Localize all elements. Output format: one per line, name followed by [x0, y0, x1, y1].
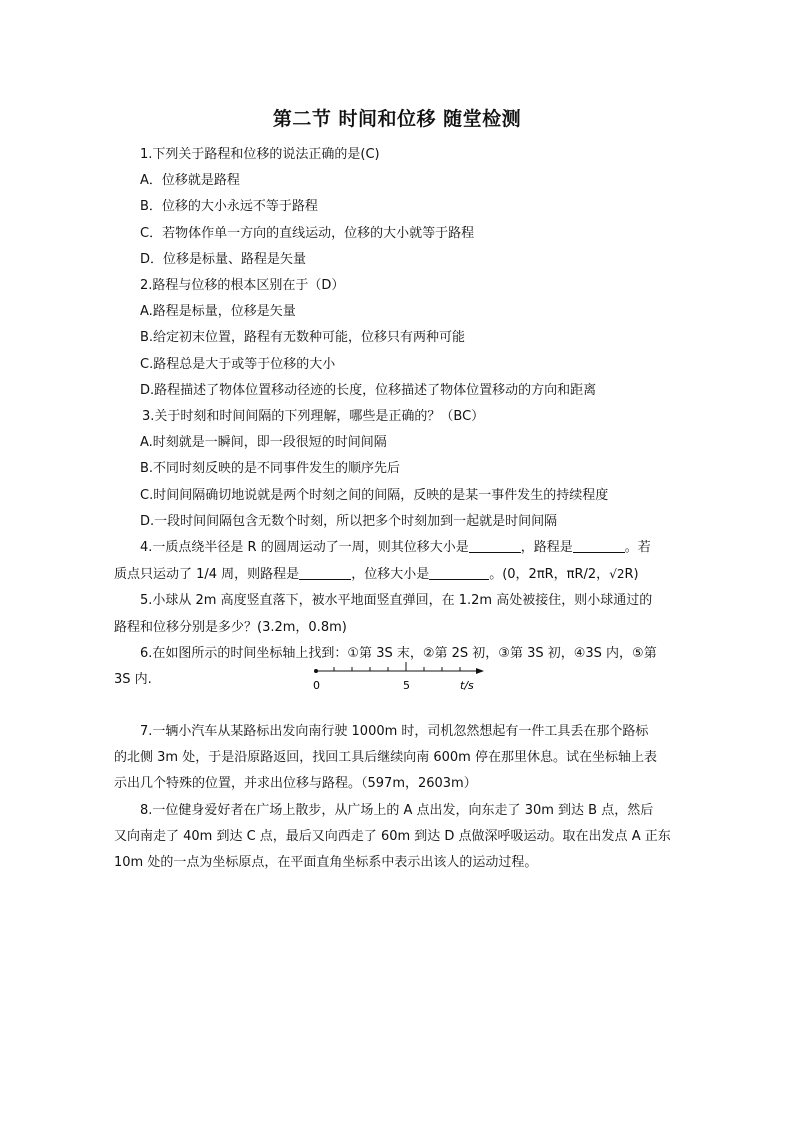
question-8-line-1: 8.一位健身爱好者在广场上散步，从广场上的 A 点出发，向东走了 30m 到达 B 点，然后 — [140, 802, 654, 818]
question-list — [114, 142, 682, 876]
question-3-option-b: B.不同时刻反映的是不同事件发生的顺序先后 — [140, 461, 401, 477]
answer-blank — [469, 538, 521, 553]
question-2-option-c: C.路程总是大于或等于位移的大小 — [140, 356, 336, 372]
question-3-stem: 3.关于时刻和时间间隔的下列理解，哪些是正确的？（BC） — [142, 409, 485, 425]
question-1-option-b: B．位移的大小永远不等于路程 — [140, 199, 318, 215]
question-3-option-c: C.时间间隔确切地说就是两个时刻之间的间隔，反映的是某一事件发生的持续程度 — [140, 487, 609, 503]
question-7-line-2: 的北侧 3m 处，于是沿原路返回，找回工具后继续向南 600m 停在那里休息。试在坐标轴上表 — [114, 750, 657, 766]
question-2-option-b: B.给定初末位置，路程有无数种可能，位移只有两种可能 — [140, 330, 466, 346]
answer-blank — [429, 565, 489, 580]
question-1-option-a: A．位移就是路程 — [140, 173, 240, 189]
time-axis-diagram — [312, 659, 492, 695]
question-6-line-1: 6.在如图所示的时间坐标轴上找到：①第 3S 末，②第 2S 初，③第 3S 初，④3S 内，⑤第 — [140, 645, 657, 661]
question-8-line-2: 又向南走了 40m 到达 C 点，最后又向西走了 60m 到达 D 点做深呼吸运动。取在出发点 A 正东 — [114, 828, 671, 844]
axis-arrow-icon — [476, 668, 484, 674]
answer-blank — [573, 538, 625, 553]
question-2-stem: 2.路程与位移的根本区别在于（D） — [140, 278, 345, 294]
question-1-stem: 1.下列关于路程和位移的说法正确的是(C) — [140, 147, 380, 162]
question-1-option-c: C．若物体作单一方向的直线运动，位移的大小就等于路程 — [140, 225, 475, 241]
sqrt-two-symbol: √2 — [609, 567, 625, 582]
question-2-option-a: A.路程是标量，位移是矢量 — [140, 304, 296, 320]
axis-label-five: 5 — [403, 679, 410, 693]
question-3-option-d: D.一段时间间隔包含无数个时刻，所以把多个时刻加到一起就是时间间隔 — [140, 513, 558, 529]
question-4-line-1: 4.一质点绕半径是 R 的圆周运动了一周，则其位移大小是 ，路程是 。若 — [140, 540, 651, 556]
axis-origin-point — [314, 669, 318, 673]
question-6-line-2: 3S 内. 0 5 t/s — [114, 667, 682, 693]
question-3-option-a: A.时刻就是一瞬间，即一段很短的时间间隔 — [140, 435, 387, 451]
question-7-line-3: 示出几个特殊的位置，并求出位移与路程。（597m，2603m） — [114, 776, 477, 792]
answer-blank — [299, 565, 351, 580]
question-2-option-d: D.路程描述了物体位置移动径迹的长度，位移描述了物体位置移动的方向和距离 — [140, 382, 597, 398]
question-5-line-1: 5.小球从 2m 高度竖直落下，被水平地面竖直弹回，在 1.2m 高处被接住，则小球通过的 — [140, 593, 653, 609]
question-8-line-3: 10m 处的一点为坐标原点，在平面直角坐标系中表示出该人的运动过程。 — [114, 855, 538, 871]
question-5-line-2: 路程和位移分别是多少？(3.2m，0.8m) — [114, 619, 347, 635]
question-1-option-d: D．位移是标量、路程是矢量 — [140, 251, 307, 267]
question-4-line-2: 质点只运动了 1/4 周，则路程是 ，位移大小是 。(0，2πR，πR/2，√2R) — [114, 567, 639, 583]
page-title: 第二节 时间和位移 随堂检测 — [272, 108, 522, 130]
axis-label-unit: t/s — [460, 679, 474, 693]
question-7-line-1: 7.一辆小汽车从某路标出发向南行驶 1000m 时，司机忽然想起有一件工具丢在那个路标 — [140, 724, 649, 740]
axis-ticks — [334, 662, 460, 671]
axis-label-zero: 0 — [313, 679, 320, 693]
